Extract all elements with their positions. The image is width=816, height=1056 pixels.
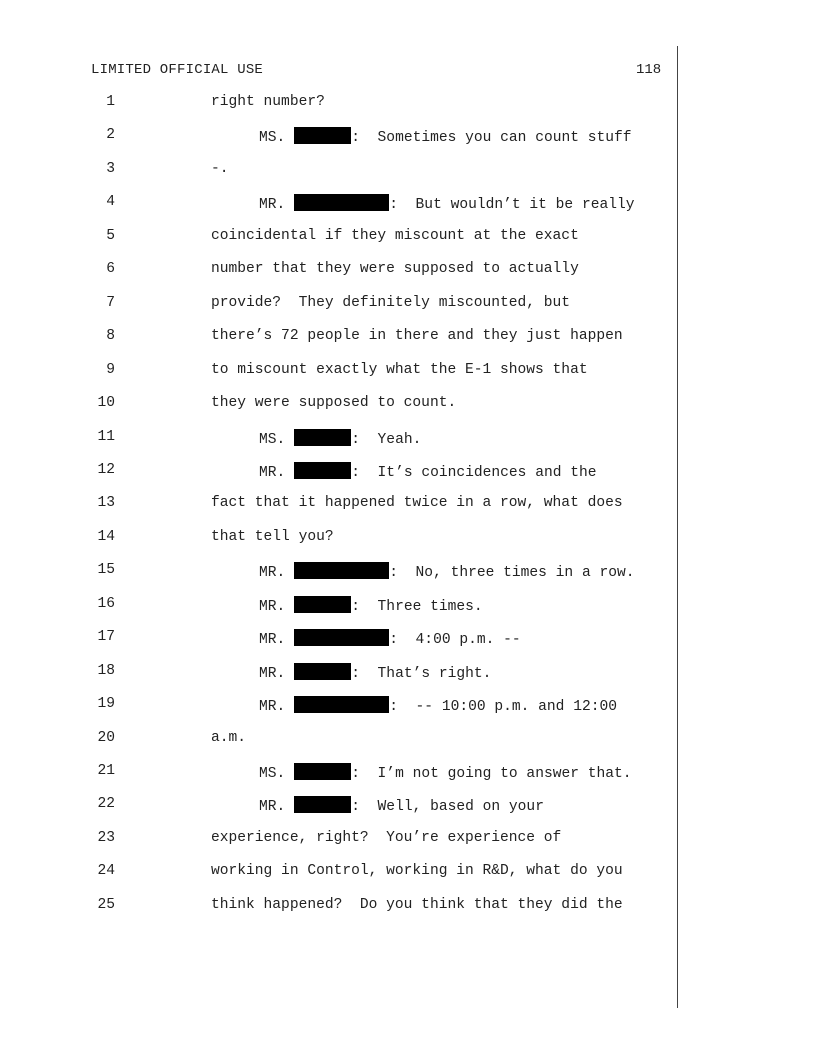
speaker-text: : Well, based on your: [351, 799, 544, 815]
line-number: 9: [106, 362, 115, 378]
speaker-text: : -- 10:00 p.m. and 12:00: [389, 699, 617, 715]
speaker-line: [259, 194, 635, 213]
speaker-text: : It’s coincidences and the: [351, 465, 597, 481]
continuation-text: number that they were supposed to actually: [211, 261, 579, 277]
speaker-title: MR.: [259, 632, 286, 648]
continuation-text: experience, right? You’re experience of: [211, 830, 562, 846]
line-number: 10: [97, 395, 115, 411]
speaker-text: : Sometimes you can count stuff: [351, 130, 632, 146]
speaker-text: : 4:00 p.m. --: [389, 632, 521, 648]
speaker-title: MS.: [259, 130, 286, 146]
line-number: 18: [97, 663, 115, 679]
continuation-text: provide? They definitely miscounted, but: [211, 295, 571, 311]
speaker-title: MR.: [259, 197, 286, 213]
line-number: 1: [106, 94, 115, 110]
continuation-text: fact that it happened twice in a row, what does: [211, 495, 623, 511]
line-number: 20: [97, 730, 115, 746]
redaction-bar: [294, 663, 351, 680]
speaker-text: : Yeah.: [351, 432, 422, 448]
speaker-title: MR.: [259, 799, 286, 815]
redaction-bar: [294, 763, 351, 780]
redaction-bar: [294, 127, 351, 144]
line-number: 5: [106, 228, 115, 244]
line-number: 14: [97, 529, 115, 545]
line-number: 23: [97, 830, 115, 846]
continuation-text: a.m.: [211, 730, 247, 746]
line-number: 13: [97, 495, 115, 511]
continuation-text: working in Control, working in R&D, what do you: [211, 863, 623, 879]
continuation-text: think happened? Do you think that they did the: [211, 897, 623, 913]
speaker-line: [259, 127, 632, 146]
speaker-line: [259, 462, 597, 481]
speaker-title: MS.: [259, 766, 286, 782]
continuation-text: that tell you?: [211, 529, 334, 545]
line-number: 17: [97, 629, 115, 645]
speaker-line: [259, 562, 635, 581]
speaker-title: MR.: [259, 565, 286, 581]
line-number: 15: [97, 562, 115, 578]
line-number: 6: [106, 261, 115, 277]
speaker-line: [259, 763, 632, 782]
redaction-bar: [294, 194, 389, 211]
redaction-bar: [294, 562, 389, 579]
speaker-line: [259, 629, 521, 648]
line-number: 8: [106, 328, 115, 344]
right-margin-rule: [677, 46, 678, 1008]
line-number: 7: [106, 295, 115, 311]
line-number: 11: [97, 429, 115, 445]
line-number: 25: [97, 897, 115, 913]
speaker-line: [259, 796, 544, 815]
redaction-bar: [294, 696, 389, 713]
line-number: 22: [97, 796, 115, 812]
speaker-title: MS.: [259, 432, 286, 448]
redaction-bar: [294, 429, 351, 446]
line-number: 4: [106, 194, 115, 210]
redaction-bar: [294, 796, 351, 813]
redaction-bar: [294, 596, 351, 613]
speaker-text: : But wouldn’t it be really: [389, 197, 635, 213]
line-number: 16: [97, 596, 115, 612]
speaker-title: MR.: [259, 666, 286, 682]
continuation-text: -.: [211, 161, 229, 177]
line-number: 19: [97, 696, 115, 712]
continuation-text: they were supposed to count.: [211, 395, 457, 411]
speaker-title: MR.: [259, 699, 286, 715]
speaker-line: [259, 429, 421, 448]
continuation-text: coincidental if they miscount at the exact: [211, 228, 579, 244]
continuation-text: to miscount exactly what the E-1 shows that: [211, 362, 588, 378]
page-number: 118: [636, 62, 662, 78]
speaker-line: [259, 663, 491, 682]
line-number: 12: [97, 462, 115, 478]
redaction-bar: [294, 462, 351, 479]
speaker-line: [259, 596, 483, 615]
redaction-bar: [294, 629, 389, 646]
speaker-title: MR.: [259, 599, 286, 615]
speaker-text: : I’m not going to answer that.: [351, 766, 632, 782]
classification-header: LIMITED OFFICIAL USE: [91, 62, 264, 78]
line-number: 2: [106, 127, 115, 143]
speaker-text: : That’s right.: [351, 666, 492, 682]
line-number: 3: [106, 161, 115, 177]
line-number: 24: [97, 863, 115, 879]
continuation-text: there’s 72 people in there and they just happen: [211, 328, 623, 344]
continuation-text: right number?: [211, 94, 325, 110]
speaker-text: : Three times.: [351, 599, 483, 615]
speaker-text: : No, three times in a row.: [389, 565, 635, 581]
speaker-line: [259, 696, 617, 715]
speaker-title: MR.: [259, 465, 286, 481]
line-number: 21: [97, 763, 115, 779]
